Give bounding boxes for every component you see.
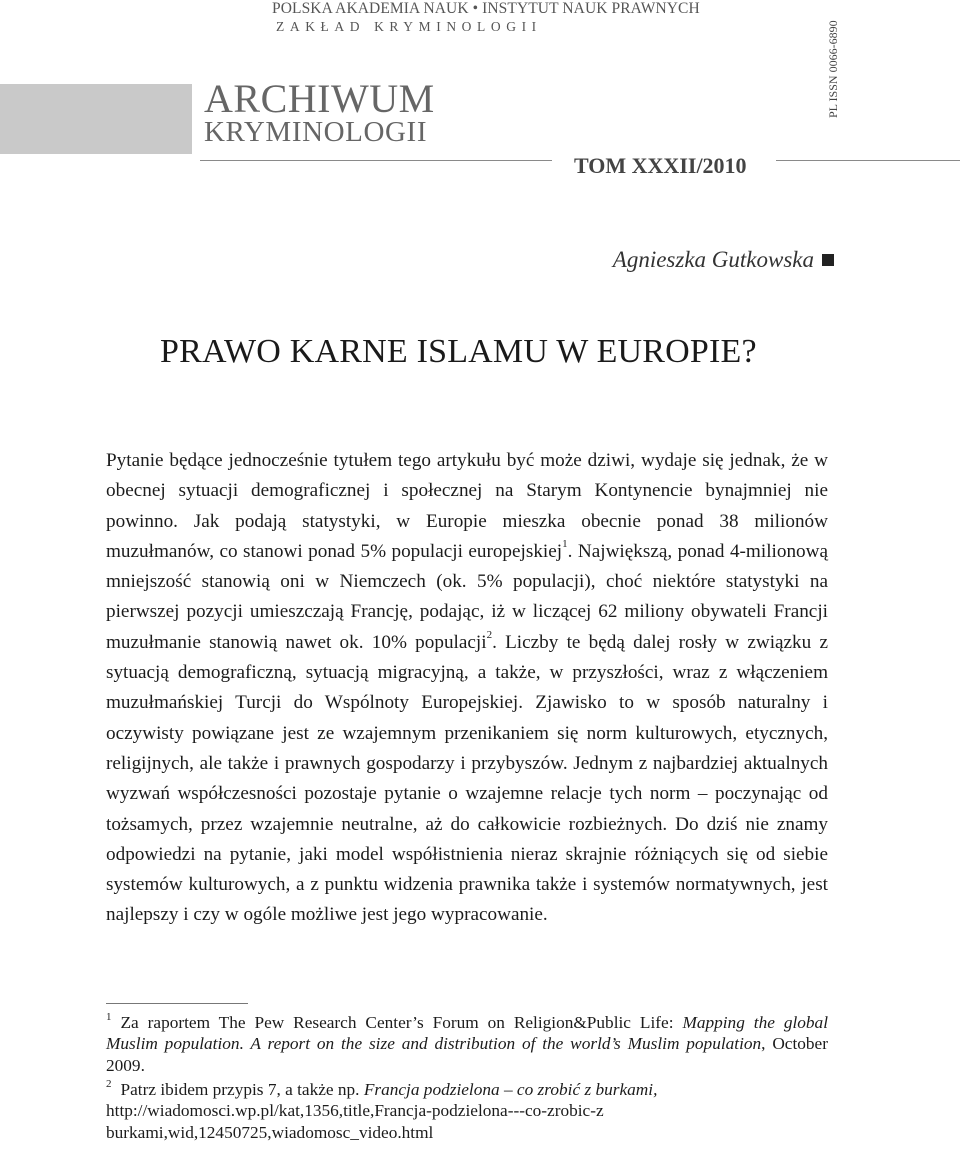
footnote-ref-2[interactable]: 2 [486, 628, 493, 641]
footnote-1-end: , October 2009. [106, 1034, 828, 1075]
article-title: PRAWO KARNE ISLAMU W EUROPIE? [160, 333, 757, 370]
journal-title-line1: ARCHIWUM [204, 76, 435, 121]
footnote-1-text: Za raportem The Pew Research Center’s Forum on Religion&Public Life: [120, 1013, 683, 1032]
author-marker-square [822, 254, 834, 266]
journal-title-line2: KRYMINOLOGII [204, 116, 428, 148]
volume-label: TOM XXXII/2010 [574, 153, 747, 178]
footnote-number-2: 2 [106, 1078, 112, 1090]
journal-logo-block [0, 84, 192, 154]
footnote-1 [106, 1012, 828, 1076]
footnote-2 [106, 1079, 828, 1143]
footnote-ref-1[interactable]: 1 [562, 537, 568, 550]
author-name: Agnieszka Gutkowska [612, 247, 814, 272]
footnote-1-italic: Mapping the global Muslim population. A report on the size and distribution of the world’s Muslim population [106, 1013, 828, 1054]
header-rule-left [200, 160, 552, 161]
department-line: ZAKŁAD KRYMINOLOGII [276, 19, 542, 34]
header-rule-right [776, 160, 960, 161]
body-part-1: Pytanie będące jednocześnie tytułem tego artykułu być może dziwi, wydaje się jednak, że w obecnej sytuacji demograficznej i społecznej na Starym Kontynencie bynajmniej nie powinno. Jak podają statystyki, w Europie mieszka obecnie ponad 38 milionów muzułmanów, co stanowi ponad 5% populacji europejskiej [106, 450, 828, 562]
author-line [560, 247, 834, 273]
footnote-number-1: 1 [106, 1011, 112, 1023]
footnote-2-text: Patrz ibidem przypis 7, a także np. [120, 1080, 364, 1099]
article-body [106, 446, 828, 931]
footnote-2-italic: Francja podzielona – co zrobić z burkami, [363, 1080, 658, 1099]
body-part-2: . Największą, ponad 4-milionową mniejszość stanowią oni w Niemczech (ok. 5% populacji), choć niektóre statystyki na pierwszej pozycji umieszczają Francję, podając, iż w liczącej 62 miliony obywateli Francji muzułmanie stanowią nawet ok. 10% populacji [106, 540, 829, 653]
publisher-line: POLSKA AKADEMIA NAUK • INSTYTUT NAUK PRAWNYCH [272, 0, 700, 17]
footnote-rule [106, 1003, 248, 1004]
body-part-3: . Liczby te będą dalej rosły w związku z sytuacją demograficzną, sytuacją migracyjną, a także, w przyszłości, wraz z włączeniem muzułmańskiej Turcji do Wspólnoty Europejskiej. Zjawisko to w sposób naturalny i oczywisty powiązane jest ze wzajemnym przenikaniem się norm kulturowych, etycznych, religijnych, ale także i prawnych gospodarzy i przybyszów. Jednym z najbardziej aktualnych wyzwań współczesności pozostaje pytanie o wzajemne relacje tych norm – poczynając od tożsamych, przez wzajemnie neutralne, aż do całkowicie rozbieżnych. Do dziś nie znamy odpowiedzi na pytanie, jaki model współistnienia nieraz skrajnie różniących się od siebie systemów kulturowych, a z punktu widzenia prawnika także i systemów normatywnych, jest najlepszy i czy w ogóle możliwe jest jego wypracowanie. [106, 631, 828, 926]
footnote-2-url[interactable]: http://wiadomosci.wp.pl/kat,1356,title,Francja-podzielona---co-zrobic-z burkami,wid,12450725,wiadomosc_video.html [106, 1101, 604, 1142]
issn-label: PL ISSN 0066-6890 [826, 20, 840, 118]
